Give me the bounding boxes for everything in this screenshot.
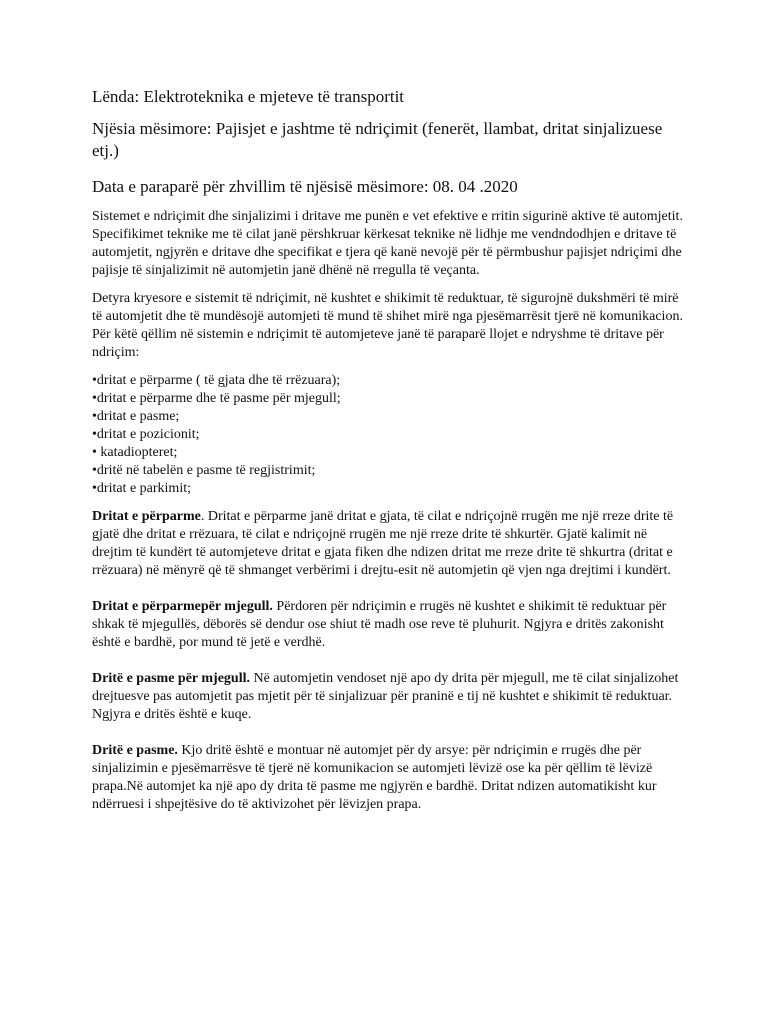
list-item: •dritat e parkimit; [92, 481, 191, 496]
list-item: •dritat e pozicionit; [92, 427, 200, 442]
subject-heading: Lënda: Elektroteknika e mjeteve të transportit [92, 87, 405, 106]
list-item: •dritat e përparme ( të gjata dhe të rrëzuara); [92, 373, 341, 388]
section-text: Kjo dritë është e montuar në automjet për dy arsye: për ndriçimin e rrugës dhe për sinjalizimin e pjesëmarrësve të tjerë në komunikacion se automjeti lëvizë ose ka për qëllim të lëvizë prapa.Në automjet ka një apo dy drita të pasme me ngjyrën e bardhë. Dritat ndizen automatikisht kur ndërruesi i shpejtësive do të aktivizohet për lëvizjen prapa. [92, 743, 657, 812]
section-rear-fog-light [92, 670, 688, 724]
list-item: • katadiopteret; [92, 445, 178, 460]
section-title: Dritat e përparme [92, 509, 201, 524]
section-title: Dritë e pasme. [92, 743, 178, 758]
section-front-lights [92, 508, 688, 580]
section-front-fog-lights [92, 598, 688, 652]
intro-paragraph-2: Detyra kryesore e sistemit të ndriçimit, në kushtet e shikimit të reduktuar, të sigurojnë dukshmëri të mirë të automjetit dhe të mundësojë automjeti të mund të shihet mirë nga pjesëmarrësit tjerë në komunikacion. Për këtë qëllim në sistemin e ndriçimit të automjeteve janë të paraparë llojet e ndryshme të dritave për ndriçim: [92, 291, 683, 360]
section-reverse-light [92, 742, 688, 814]
list-item: •dritë në tabelën e pasme të regjistrimit; [92, 463, 316, 478]
section-text: Në automjetin vendoset një apo dy drita për mjegull, me të cilat sinjalizohet drejtuesve pas automjetit pas mjetit për të sinjalizuar për praninë e tij në kushtet e shikimit të reduktuar. Ngjyra e dritës është e kuqe. [92, 671, 679, 722]
list-item: •dritat e pasme; [92, 409, 180, 424]
list-item: •dritat e përparme dhe të pasme për mjegull; [92, 391, 341, 406]
section-title: Dritat e përparmepër mjegull. [92, 599, 273, 614]
section-text: . Dritat e përparme janë dritat e gjata, të cilat e ndriçojnë rrugën me një rreze drite të gjatë dhe dritat e rrëzuara, të cilat e ndriçojnë rrugën me një rreze drite të shkurtër. Gjatë kalimit në drejtim të kundërt të automjeteve dritat e gjata fiken dhe ndizen dritat me rreze drite të shkurtra (dritat e rrëzuara) në mënyrë që të shmanget verbërimi i drejtu-esit në automjetin që vjen nga drejtimi i kundërt. [92, 509, 674, 578]
unit-heading: Njësia mësimore: Pajisjet e jashtme të ndriçimit (fenerët, llambat, dritat sinjalizuese etj.) [92, 119, 663, 160]
light-types-list [92, 372, 688, 498]
section-title: Dritë e pasme për mjegull. [92, 671, 250, 686]
section-text: Përdoren për ndriçimin e rrugës në kushtet e shikimit të reduktuar për shkak të mjegullës, dëborës së dendur ose shiut të madh ose reve të pluhurit. Ngjyra e dritës zakonisht është e bardhë, por mund të jetë e verdhë. [92, 599, 667, 650]
intro-paragraph-1: Sistemet e ndriçimit dhe sinjalizimi i dritave me punën e vet efektive e rritin sigurinë aktive të automjetit. Specifikimet teknike me të cilat janë përshkruar kërkesat teknike në lidhje me vendndodhjen e dritave të automjetit, ngjyrën e dritave dhe specifikat e tjera që kanë nevojë për të përmbushur pajisjet ndriçimi dhe pajisje të sinjalizimit në automjetin janë dhënë në rregulla të veçanta. [92, 209, 683, 278]
date-heading: Data e paraparë për zhvillim të njësisë mësimore: 08. 04 .2020 [92, 177, 518, 196]
